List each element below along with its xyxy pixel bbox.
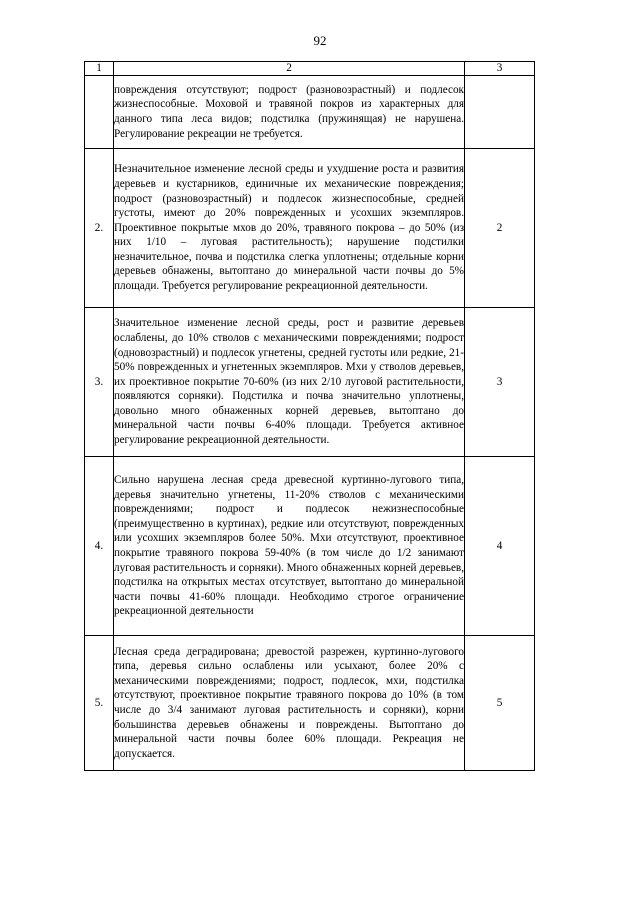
page-number: 92 [313,33,327,48]
row-number: 4. [85,457,114,636]
row-description: Значительное изменение лесной среды, рост и развитие деревьев ослаблены, до 10% стволов с механическими повреждениями; подрост (одновозрастный) и подлесок угнетены, средней густоты или редкие, 21-50% поврежденных и угнетенных экземпляров. Мхи у стволов деревьев, их проективное покрытие 70-60% (из них 2/10 луговой растительности, появляются сорняки). Подстилка и почва значительно уплотнены, довольно много обнаженных корней деревьев, вытоптано до минеральной части почвы 6-40% площади. Требуется активное регулирование рекреационной деятельности. [114,308,465,457]
row-number: 3. [85,308,114,457]
row-description: Лесная среда деградирована; древостой разрежен, куртинно-лугового типа, деревья сильно ослаблены или усыхают, более 20% с механическими повреждениями; подрост, подлесок, мхи, подстилка отсутствуют, проективное покрытие травяного покрова до 10% (в том числе до 3/4 занимают луговая растительность и сорняки), корни большинства деревьев обнажены и повреждены. Вытоптано до минеральной части почвы более 60% площади. Рекреация не допускается. [114,636,465,771]
header-col-3: 3 [465,62,535,76]
row-description: повреждения отсутствуют; подрост (разновозрастный) и подлесок жизнеспособные. Моховой и травяной покров из характерных для данного типа леса видов; подстилка (пружинящая) не нарушена. Регулирование рекреации не требуется. [114,76,465,149]
recreation-degradation-table [84,61,535,771]
table-row [85,76,535,149]
row-number [85,76,114,149]
table-row [85,149,535,308]
table-row [85,308,535,457]
row-score: 3 [465,308,535,457]
row-score: 4 [465,457,535,636]
row-score [465,76,535,149]
row-description: Сильно нарушена лесная среда древесной куртинно-лугового типа, деревья значительно угнетены, 11-20% стволов с механическими повреждениями; подрост и подлесок нежизнеспособные (преимущественно в куртинах), редкие или отсутствуют, поврежденных или усохших экземпляров более 50%. Мхи отсутствуют, проективное покрытие травяного покрова 59-40% (в том числе до 1/2 занимают луговая растительность и сорняки). Много обнаженных корней деревьев, подстилка на открытых местах отсутствует, вытоптано до минеральной части почвы 41-60% площади. Необходимо строгое ограничение рекреационной деятельности [114,457,465,636]
row-number: 2. [85,149,114,308]
header-col-2: 2 [114,62,465,76]
table-row [85,636,535,771]
table-row [85,457,535,636]
row-score: 5 [465,636,535,771]
row-description: Незначительное изменение лесной среды и ухудшение роста и развития деревьев и кустарников, единичные их механические повреждения; подрост (разновозрастный) и подлесок жизнеспособные, средней густоты, имеют до 20% поврежденных и усохших экземпляров. Проективное покрытые мхов до 20%, травяного покрова – до 50% (из них 1/10 – луговая растительность); нарушение подстилки незначительное, почва и подстилка слегка уплотнены; отдельные корни деревьев обнажены, вытоптано до минеральной части почвы до 5% площади. Требуется регулирование рекреационной деятельности. [114,149,465,308]
header-col-1: 1 [85,62,114,76]
row-number: 5. [85,636,114,771]
row-score: 2 [465,149,535,308]
table-header-row [85,62,535,76]
